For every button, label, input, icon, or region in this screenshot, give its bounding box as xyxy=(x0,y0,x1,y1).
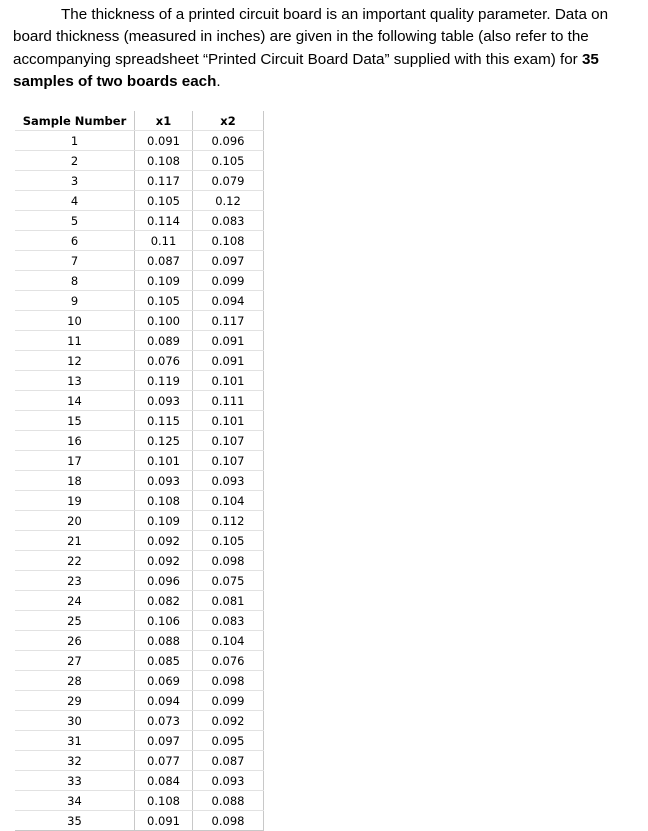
table-row xyxy=(15,591,264,611)
cell-sample-number: 34 xyxy=(15,791,135,811)
cell-sample-number: 32 xyxy=(15,751,135,771)
thickness-data-table xyxy=(15,111,264,831)
cell-sample-number: 35 xyxy=(15,811,135,831)
table-row xyxy=(15,451,264,471)
table-row xyxy=(15,711,264,731)
cell-sample-number: 25 xyxy=(15,611,135,631)
cell-x2: 0.105 xyxy=(193,151,264,171)
cell-sample-number: 27 xyxy=(15,651,135,671)
cell-sample-number: 4 xyxy=(15,191,135,211)
cell-x2: 0.112 xyxy=(193,511,264,531)
table-row xyxy=(15,211,264,231)
cell-x1: 0.11 xyxy=(135,231,193,251)
table-row xyxy=(15,671,264,691)
header-x1: x1 xyxy=(135,111,193,131)
cell-x1: 0.069 xyxy=(135,671,193,691)
cell-x1: 0.093 xyxy=(135,471,193,491)
table-row xyxy=(15,651,264,671)
table-row xyxy=(15,311,264,331)
cell-x2: 0.098 xyxy=(193,671,264,691)
cell-sample-number: 20 xyxy=(15,511,135,531)
table-row xyxy=(15,751,264,771)
cell-sample-number: 31 xyxy=(15,731,135,751)
cell-x2: 0.095 xyxy=(193,731,264,751)
table-row xyxy=(15,291,264,311)
table-row xyxy=(15,511,264,531)
cell-sample-number: 8 xyxy=(15,271,135,291)
cell-sample-number: 15 xyxy=(15,411,135,431)
cell-x1: 0.082 xyxy=(135,591,193,611)
cell-sample-number: 28 xyxy=(15,671,135,691)
cell-sample-number: 6 xyxy=(15,231,135,251)
cell-x2: 0.092 xyxy=(193,711,264,731)
cell-x1: 0.125 xyxy=(135,431,193,451)
cell-x1: 0.096 xyxy=(135,571,193,591)
table-row xyxy=(15,271,264,291)
table-body xyxy=(15,131,264,831)
cell-x2: 0.094 xyxy=(193,291,264,311)
cell-x2: 0.088 xyxy=(193,791,264,811)
cell-x2: 0.083 xyxy=(193,211,264,231)
cell-x1: 0.119 xyxy=(135,371,193,391)
cell-x1: 0.114 xyxy=(135,211,193,231)
cell-x2: 0.081 xyxy=(193,591,264,611)
cell-x1: 0.092 xyxy=(135,551,193,571)
cell-x2: 0.117 xyxy=(193,311,264,331)
table-row xyxy=(15,251,264,271)
cell-sample-number: 9 xyxy=(15,291,135,311)
cell-x2: 0.075 xyxy=(193,571,264,591)
cell-sample-number: 13 xyxy=(15,371,135,391)
cell-sample-number: 29 xyxy=(15,691,135,711)
cell-x1: 0.100 xyxy=(135,311,193,331)
cell-sample-number: 12 xyxy=(15,351,135,371)
cell-sample-number: 33 xyxy=(15,771,135,791)
cell-sample-number: 3 xyxy=(15,171,135,191)
intro-bold-text: 35 samples of two boards each xyxy=(13,50,599,90)
table-row xyxy=(15,631,264,651)
table-row xyxy=(15,811,264,831)
cell-x1: 0.115 xyxy=(135,411,193,431)
cell-sample-number: 23 xyxy=(15,571,135,591)
cell-x1: 0.108 xyxy=(135,151,193,171)
table-row xyxy=(15,411,264,431)
cell-x1: 0.088 xyxy=(135,631,193,651)
cell-sample-number: 16 xyxy=(15,431,135,451)
cell-x1: 0.093 xyxy=(135,391,193,411)
intro-end-punctuation: . xyxy=(216,72,221,90)
cell-x1: 0.117 xyxy=(135,171,193,191)
table-row xyxy=(15,551,264,571)
header-x2: x2 xyxy=(193,111,264,131)
table-row xyxy=(15,331,264,351)
cell-sample-number: 19 xyxy=(15,491,135,511)
cell-sample-number: 26 xyxy=(15,631,135,651)
cell-sample-number: 18 xyxy=(15,471,135,491)
cell-sample-number: 11 xyxy=(15,331,135,351)
table-row xyxy=(15,611,264,631)
cell-x2: 0.097 xyxy=(193,251,264,271)
table-row xyxy=(15,231,264,251)
table-row xyxy=(15,371,264,391)
cell-x1: 0.092 xyxy=(135,531,193,551)
table-row xyxy=(15,731,264,751)
cell-x1: 0.087 xyxy=(135,251,193,271)
cell-x1: 0.094 xyxy=(135,691,193,711)
cell-sample-number: 1 xyxy=(15,131,135,151)
cell-x2: 0.098 xyxy=(193,551,264,571)
cell-x2: 0.104 xyxy=(193,631,264,651)
cell-x1: 0.109 xyxy=(135,271,193,291)
cell-x2: 0.098 xyxy=(193,811,264,831)
cell-x2: 0.096 xyxy=(193,131,264,151)
intro-text: The thickness of a printed circuit board is an important quality parameter. Data on board thickness (measured in inches) are given in the following table (also refer to the accompanying spreadsheet “Printed Circuit Board Data” supplied with this exam) for xyxy=(13,6,609,68)
cell-x1: 0.105 xyxy=(135,291,193,311)
cell-sample-number: 22 xyxy=(15,551,135,571)
table-row xyxy=(15,351,264,371)
table-row xyxy=(15,471,264,491)
table-row xyxy=(15,531,264,551)
cell-sample-number: 14 xyxy=(15,391,135,411)
table-row xyxy=(15,791,264,811)
table-row xyxy=(15,191,264,211)
cell-x1: 0.109 xyxy=(135,511,193,531)
cell-x2: 0.099 xyxy=(193,691,264,711)
cell-x2: 0.107 xyxy=(193,451,264,471)
cell-x1: 0.101 xyxy=(135,451,193,471)
cell-sample-number: 5 xyxy=(15,211,135,231)
cell-x2: 0.108 xyxy=(193,231,264,251)
cell-sample-number: 10 xyxy=(15,311,135,331)
cell-sample-number: 17 xyxy=(15,451,135,471)
cell-x1: 0.105 xyxy=(135,191,193,211)
cell-x2: 0.087 xyxy=(193,751,264,771)
cell-x2: 0.099 xyxy=(193,271,264,291)
cell-sample-number: 2 xyxy=(15,151,135,171)
table-header-row xyxy=(15,111,264,131)
cell-x2: 0.093 xyxy=(193,771,264,791)
cell-x2: 0.076 xyxy=(193,651,264,671)
header-sample-number: Sample Number xyxy=(15,111,135,131)
cell-sample-number: 21 xyxy=(15,531,135,551)
cell-x2: 0.111 xyxy=(193,391,264,411)
cell-x2: 0.083 xyxy=(193,611,264,631)
cell-x2: 0.091 xyxy=(193,351,264,371)
cell-x1: 0.085 xyxy=(135,651,193,671)
table-row xyxy=(15,771,264,791)
cell-x1: 0.091 xyxy=(135,811,193,831)
cell-x1: 0.108 xyxy=(135,491,193,511)
table-row xyxy=(15,491,264,511)
cell-x2: 0.101 xyxy=(193,411,264,431)
cell-x2: 0.12 xyxy=(193,191,264,211)
cell-x2: 0.101 xyxy=(193,371,264,391)
cell-sample-number: 30 xyxy=(15,711,135,731)
cell-x2: 0.093 xyxy=(193,471,264,491)
cell-x2: 0.105 xyxy=(193,531,264,551)
table-row xyxy=(15,171,264,191)
cell-x1: 0.108 xyxy=(135,791,193,811)
cell-x1: 0.076 xyxy=(135,351,193,371)
intro-paragraph xyxy=(13,4,641,93)
cell-x1: 0.084 xyxy=(135,771,193,791)
cell-x2: 0.079 xyxy=(193,171,264,191)
table-row xyxy=(15,431,264,451)
cell-sample-number: 24 xyxy=(15,591,135,611)
cell-x1: 0.097 xyxy=(135,731,193,751)
cell-x1: 0.091 xyxy=(135,131,193,151)
table-row xyxy=(15,571,264,591)
cell-x1: 0.106 xyxy=(135,611,193,631)
cell-x2: 0.104 xyxy=(193,491,264,511)
table-row xyxy=(15,691,264,711)
table-row xyxy=(15,391,264,411)
table-row xyxy=(15,151,264,171)
cell-x2: 0.107 xyxy=(193,431,264,451)
cell-x1: 0.077 xyxy=(135,751,193,771)
cell-sample-number: 7 xyxy=(15,251,135,271)
cell-x1: 0.073 xyxy=(135,711,193,731)
cell-x2: 0.091 xyxy=(193,331,264,351)
table-row xyxy=(15,131,264,151)
cell-x1: 0.089 xyxy=(135,331,193,351)
